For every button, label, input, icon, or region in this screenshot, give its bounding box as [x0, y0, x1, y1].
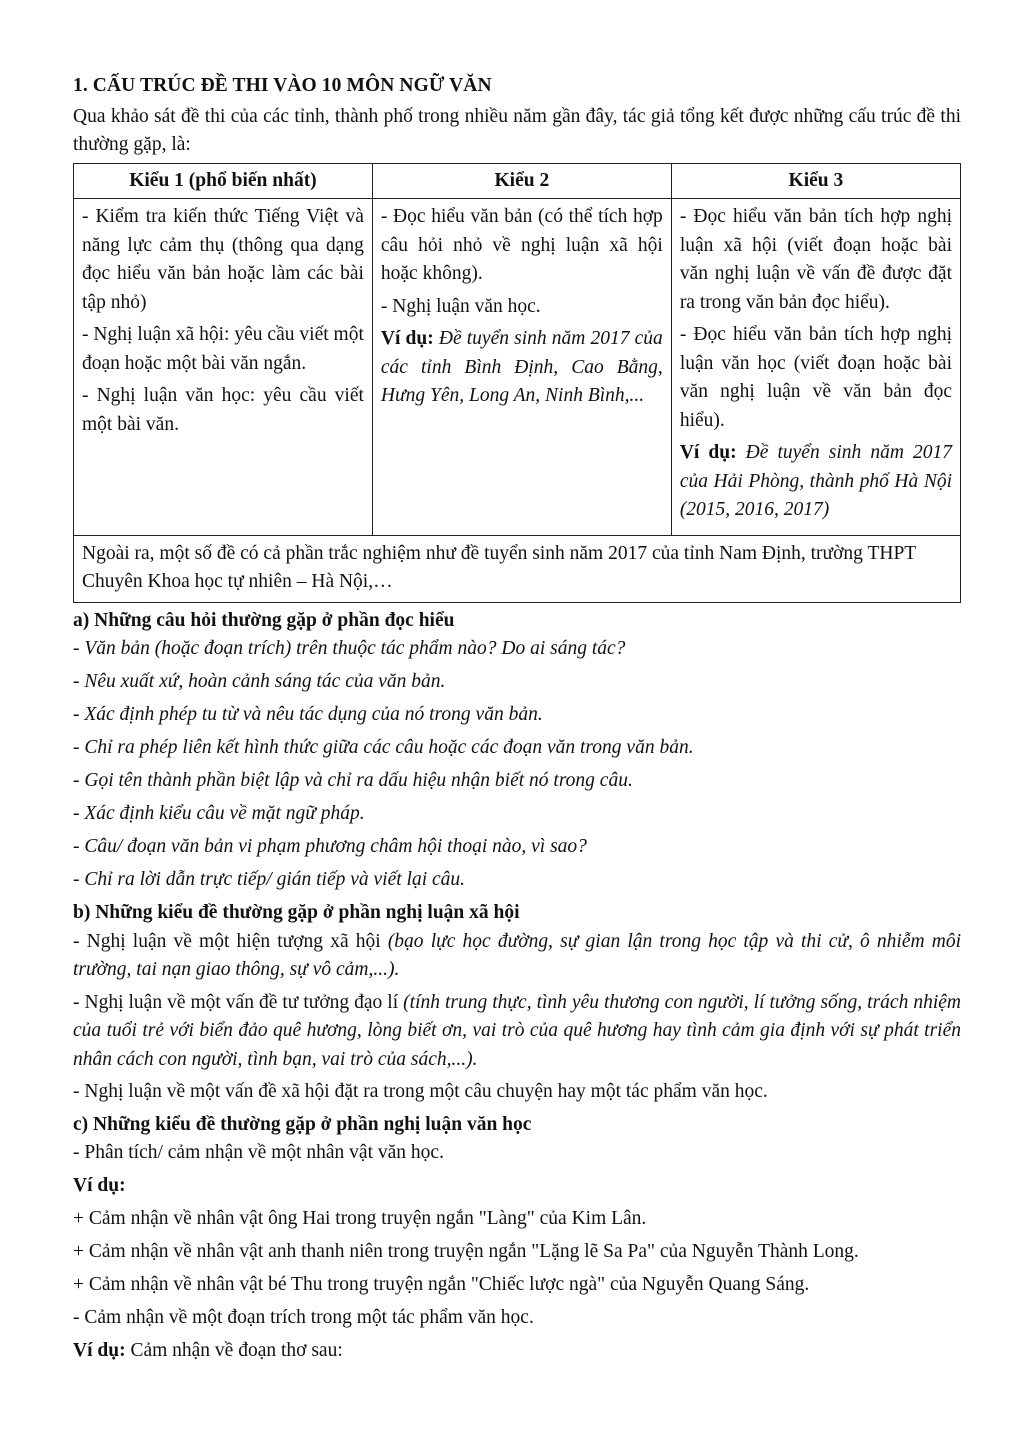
- cell-text: - Đọc hiểu văn bản tích hợp nghị luận xã hội (viết đoạn hoặc bài văn nghị luận về vấn đề được đặt ra trong văn bản đọc hiểu).: [679, 206, 952, 313]
- example-label: Ví dụ:: [679, 442, 737, 463]
- list-item: - Gọi tên thành phần biệt lập và chỉ ra dấu hiệu nhận biết nó trong câu.: [73, 770, 633, 791]
- cell-text: - Đọc hiểu văn bản (có thể tích hợp câu hỏi nhỏ về nghị luận xã hội hoặc không).: [380, 206, 663, 284]
- section-a-title: a) Những câu hỏi thường gặp ở phần đọc hiểu: [73, 609, 455, 631]
- cell-kieu-3: [671, 199, 960, 536]
- header-kieu-3: Kiểu 3: [671, 163, 960, 199]
- cell-kieu-1: [74, 199, 373, 536]
- section-c-line-1: - Phân tích/ cảm nhận về một nhân vật văn học.: [73, 1142, 444, 1163]
- section-b-title: b) Những kiểu đề thường gặp ở phần nghị luận xã hội: [73, 902, 520, 923]
- note-cell: Ngoài ra, một số đề có cả phần trắc nghiệm như đề tuyển sinh năm 2017 của tỉnh Nam Định, trường THPT Chuyên Khoa học tự nhiên – Hà Nội,…: [74, 535, 961, 602]
- example-text: Đề tuyển sinh năm 2017 của Hải Phòng, thành phố Hà Nội (2015, 2016, 2017): [679, 442, 952, 520]
- paragraph-examples: (tính trung thực, tình yêu thương con người, lí tưởng sống, trách nhiệm của tuổi trẻ với biển đảo quê hương, lòng biết ơn, vai trò của quê hương hay tình cảm gia định với sự phát triển nhân cách con người, tình bạn, vai trò của sách,...).: [73, 991, 961, 1070]
- list-item: - Chỉ ra phép liên kết hình thức giữa các câu hoặc các đoạn văn trong văn bản.: [73, 737, 694, 758]
- cell-example: [381, 325, 663, 411]
- example-text: Cảm nhận về đoạn thơ sau:: [125, 1340, 343, 1361]
- paragraph-examples: (bạo lực học đường, sự gian lận trong học tập và thi cử, ô nhiễm môi trường, tai nạn giao thông, sự vô cảm,...).: [73, 930, 961, 980]
- list-item: - Nêu xuất xứ, hoàn cảnh sáng tác của văn bản.: [73, 671, 446, 692]
- document-page: [73, 72, 961, 1370]
- cell-text: - Đọc hiểu văn bản tích hợp nghị luận văn học (viết đoạn hoặc bài văn nghị luận về văn bản đọc hiểu).: [679, 324, 952, 431]
- section-c-last-line: [73, 1337, 961, 1366]
- paragraph-lead: - Nghị luận về một vấn đề tư tưởng đạo lí: [73, 991, 404, 1013]
- section-b-paragraph-2: [73, 989, 961, 1075]
- cell-text: - Kiểm tra kiến thức Tiếng Việt và năng lực cảm thụ (thông qua dạng đọc hiểu văn bản hoặc làm các bài tập nhỏ): [82, 206, 364, 313]
- section-b-paragraph-1: [73, 928, 961, 985]
- list-item: + Cảm nhận về nhân vật anh thanh niên trong truyện ngắn "Lặng lẽ Sa Pa" của Nguyễn Thành Long.: [73, 1241, 859, 1262]
- example-label: Ví dụ:: [380, 328, 434, 349]
- intro-paragraph: Qua khảo sát đề thi của các tỉnh, thành phố trong nhiều năm gần đây, tác giả tổng kết được những cấu trúc đề thi thường gặp, là:: [73, 105, 961, 155]
- list-item: - Câu/ đoạn văn bản vi phạm phương châm hội thoại nào, vì sao?: [73, 836, 587, 857]
- paragraph-lead: - Nghị luận về một hiện tượng xã hội: [73, 930, 388, 952]
- cell-text: - Nghị luận xã hội: yêu cầu viết một đoạn hoặc một bài văn ngắn.: [82, 324, 364, 374]
- cell-text: - Nghị luận văn học: yêu cầu viết một bài văn.: [82, 385, 364, 435]
- example-text: Đề tuyển sinh năm 2017 của các tỉnh Bình Định, Cao Bằng, Hưng Yên, Long An, Ninh Bình,...: [380, 328, 663, 406]
- header-kieu-2: Kiểu 2: [372, 163, 671, 199]
- table-header-row: [74, 163, 961, 199]
- list-item: + Cảm nhận về nhân vật ông Hai trong truyện ngắn "Làng" của Kim Lân.: [73, 1208, 647, 1229]
- table-row: [74, 199, 961, 536]
- section-c-line-2: - Cảm nhận về một đoạn trích trong một tác phẩm văn học.: [73, 1307, 534, 1328]
- list-item: - Chỉ ra lời dẫn trực tiếp/ gián tiếp và viết lại câu.: [73, 869, 466, 890]
- cell-example: [680, 439, 952, 525]
- cell-text: - Nghị luận văn học.: [380, 295, 541, 317]
- list-item: + Cảm nhận về nhân vật bé Thu trong truyện ngắn "Chiếc lược ngà" của Nguyễn Quang Sáng.: [73, 1274, 810, 1295]
- list-item: - Xác định phép tu từ và nêu tác dụng của nó trong văn bản.: [73, 704, 543, 725]
- section-b-paragraph-3: - Nghị luận về một vấn đề xã hội đặt ra trong một câu chuyện hay một tác phẩm văn học.: [73, 1081, 768, 1102]
- list-item: - Văn bản (hoặc đoạn trích) trên thuộc tác phẩm nào? Do ai sáng tác?: [73, 638, 626, 659]
- section-heading: 1. CẤU TRÚC ĐỀ THI VÀO 10 MÔN NGỮ VĂN: [73, 75, 492, 96]
- example-label: Ví dụ:: [73, 1340, 126, 1361]
- header-kieu-1: Kiểu 1 (phổ biến nhất): [74, 163, 373, 199]
- section-c-title: c) Những kiểu đề thường gặp ở phần nghị luận văn học: [73, 1113, 532, 1135]
- exam-structure-table: [73, 163, 961, 603]
- section-a-list: [73, 635, 961, 895]
- table-note-row: [74, 535, 961, 602]
- list-item: - Xác định kiểu câu về mặt ngữ pháp.: [73, 803, 365, 824]
- example-label: Ví dụ:: [73, 1175, 126, 1196]
- cell-kieu-2: [372, 199, 671, 536]
